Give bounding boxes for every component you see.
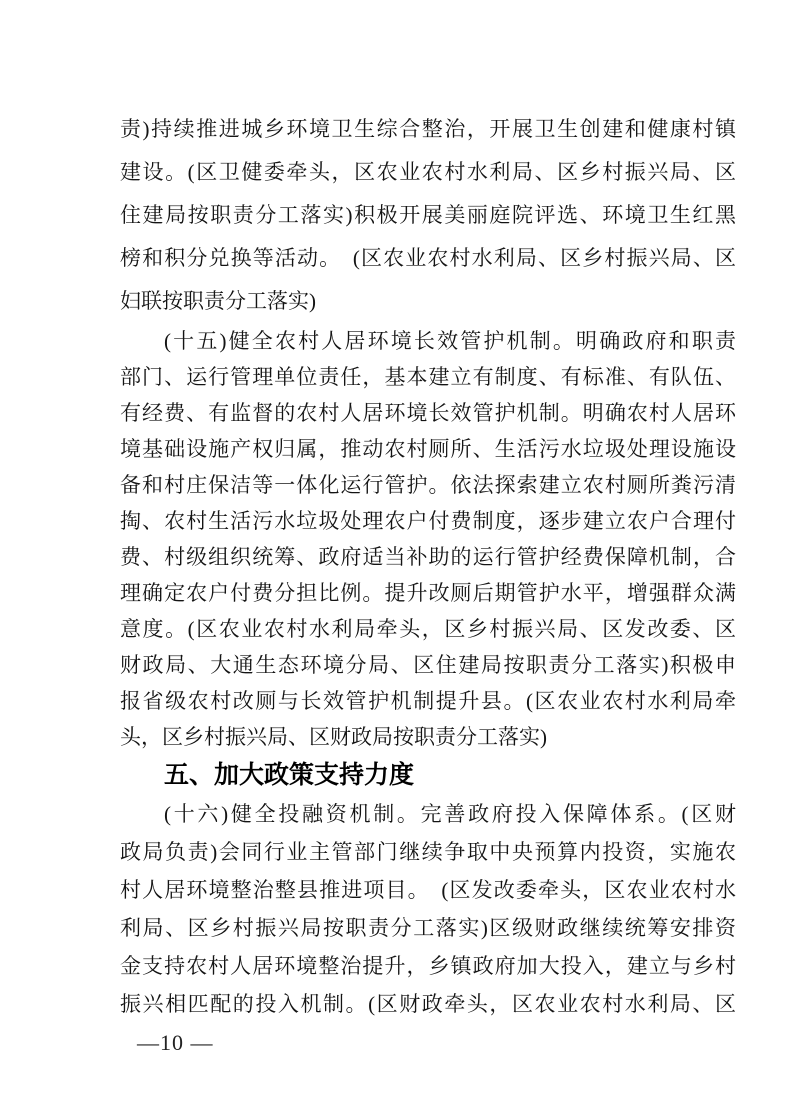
paragraph-16 xyxy=(120,795,736,1023)
section-heading: 五、加大政策支持力度 xyxy=(164,761,415,789)
paragraph-15 xyxy=(120,323,736,755)
text-line: 头，区乡村振兴局、区财政局按职责分工落实) xyxy=(120,725,547,749)
text-line: 建设。(区卫健委牵头，区农业农村水利局、区乡村振兴局、区 xyxy=(120,160,736,184)
text-line: 榜和积分兑换等活动。 (区农业农村水利局、区乡村振兴局、区 xyxy=(120,246,736,270)
text-line: 理确定农户付费分担比例。提升改厕后期管护水平，增强群众满 xyxy=(120,581,736,605)
text-line: 责)持续推进城乡环境卫生综合整治，开展卫生创建和健康村镇 xyxy=(120,117,736,141)
text-line: 利局、区乡村振兴局按职责分工落实)区级财政继续统筹安排资 xyxy=(120,916,736,940)
text-line: 村人居环境整治整县推进项目。 (区发改委牵头，区农业农村水 xyxy=(120,878,736,902)
text-line: 费、村级组织统筹、政府适当补助的运行管护经费保障机制，合 xyxy=(120,545,736,569)
text-line: 意度。(区农业农村水利局牵头，区乡村振兴局、区发改委、区 xyxy=(120,617,736,641)
text-line: 备和村庄保洁等一体化运行管护。依法探索建立农村厕所粪污清 xyxy=(120,473,736,497)
text-line: (十五)健全农村人居环境长效管护机制。明确政府和职责 xyxy=(164,329,736,353)
page-content xyxy=(120,108,736,1023)
text-line: 部门、运行管理单位责任，基本建立有制度、有标准、有队伍、 xyxy=(120,365,736,389)
text-line: 掏、农村生活污水垃圾处理农户付费制度，逐步建立农户合理付 xyxy=(120,509,736,533)
text-line: 金支持农村人居环境整治提升，乡镇政府加大投入，建立与乡村 xyxy=(120,954,736,978)
text-line: 有经费、有监督的农村人居环境长效管护机制。明确农村人居环 xyxy=(120,401,736,425)
text-line: (十六)健全投融资机制。完善政府投入保障体系。(区财 xyxy=(164,802,736,826)
text-line: 财政局、大通生态环境分局、区住建局按职责分工落实)积极申 xyxy=(120,653,736,677)
text-line: 住建局按职责分工落实)积极开展美丽庭院评选、环境卫生红黑 xyxy=(120,203,736,227)
text-line: 振兴相匹配的投入机制。(区财政牵头，区农业农村水利局、区 xyxy=(120,992,736,1016)
text-line: 境基础设施产权归属，推动农村厕所、生活污水垃圾处理设施设 xyxy=(120,437,736,461)
text-line: 妇联按职责分工落实) xyxy=(120,289,316,313)
text-line: 政局负责)会同行业主管部门继续争取中央预算内投资，实施农 xyxy=(120,840,736,864)
page-number: —10 — xyxy=(137,1030,214,1055)
text-line: 报省级农村改厕与长效管护机制提升县。(区农业农村水利局牵 xyxy=(120,689,736,713)
paragraph-14-continuation xyxy=(120,108,736,323)
